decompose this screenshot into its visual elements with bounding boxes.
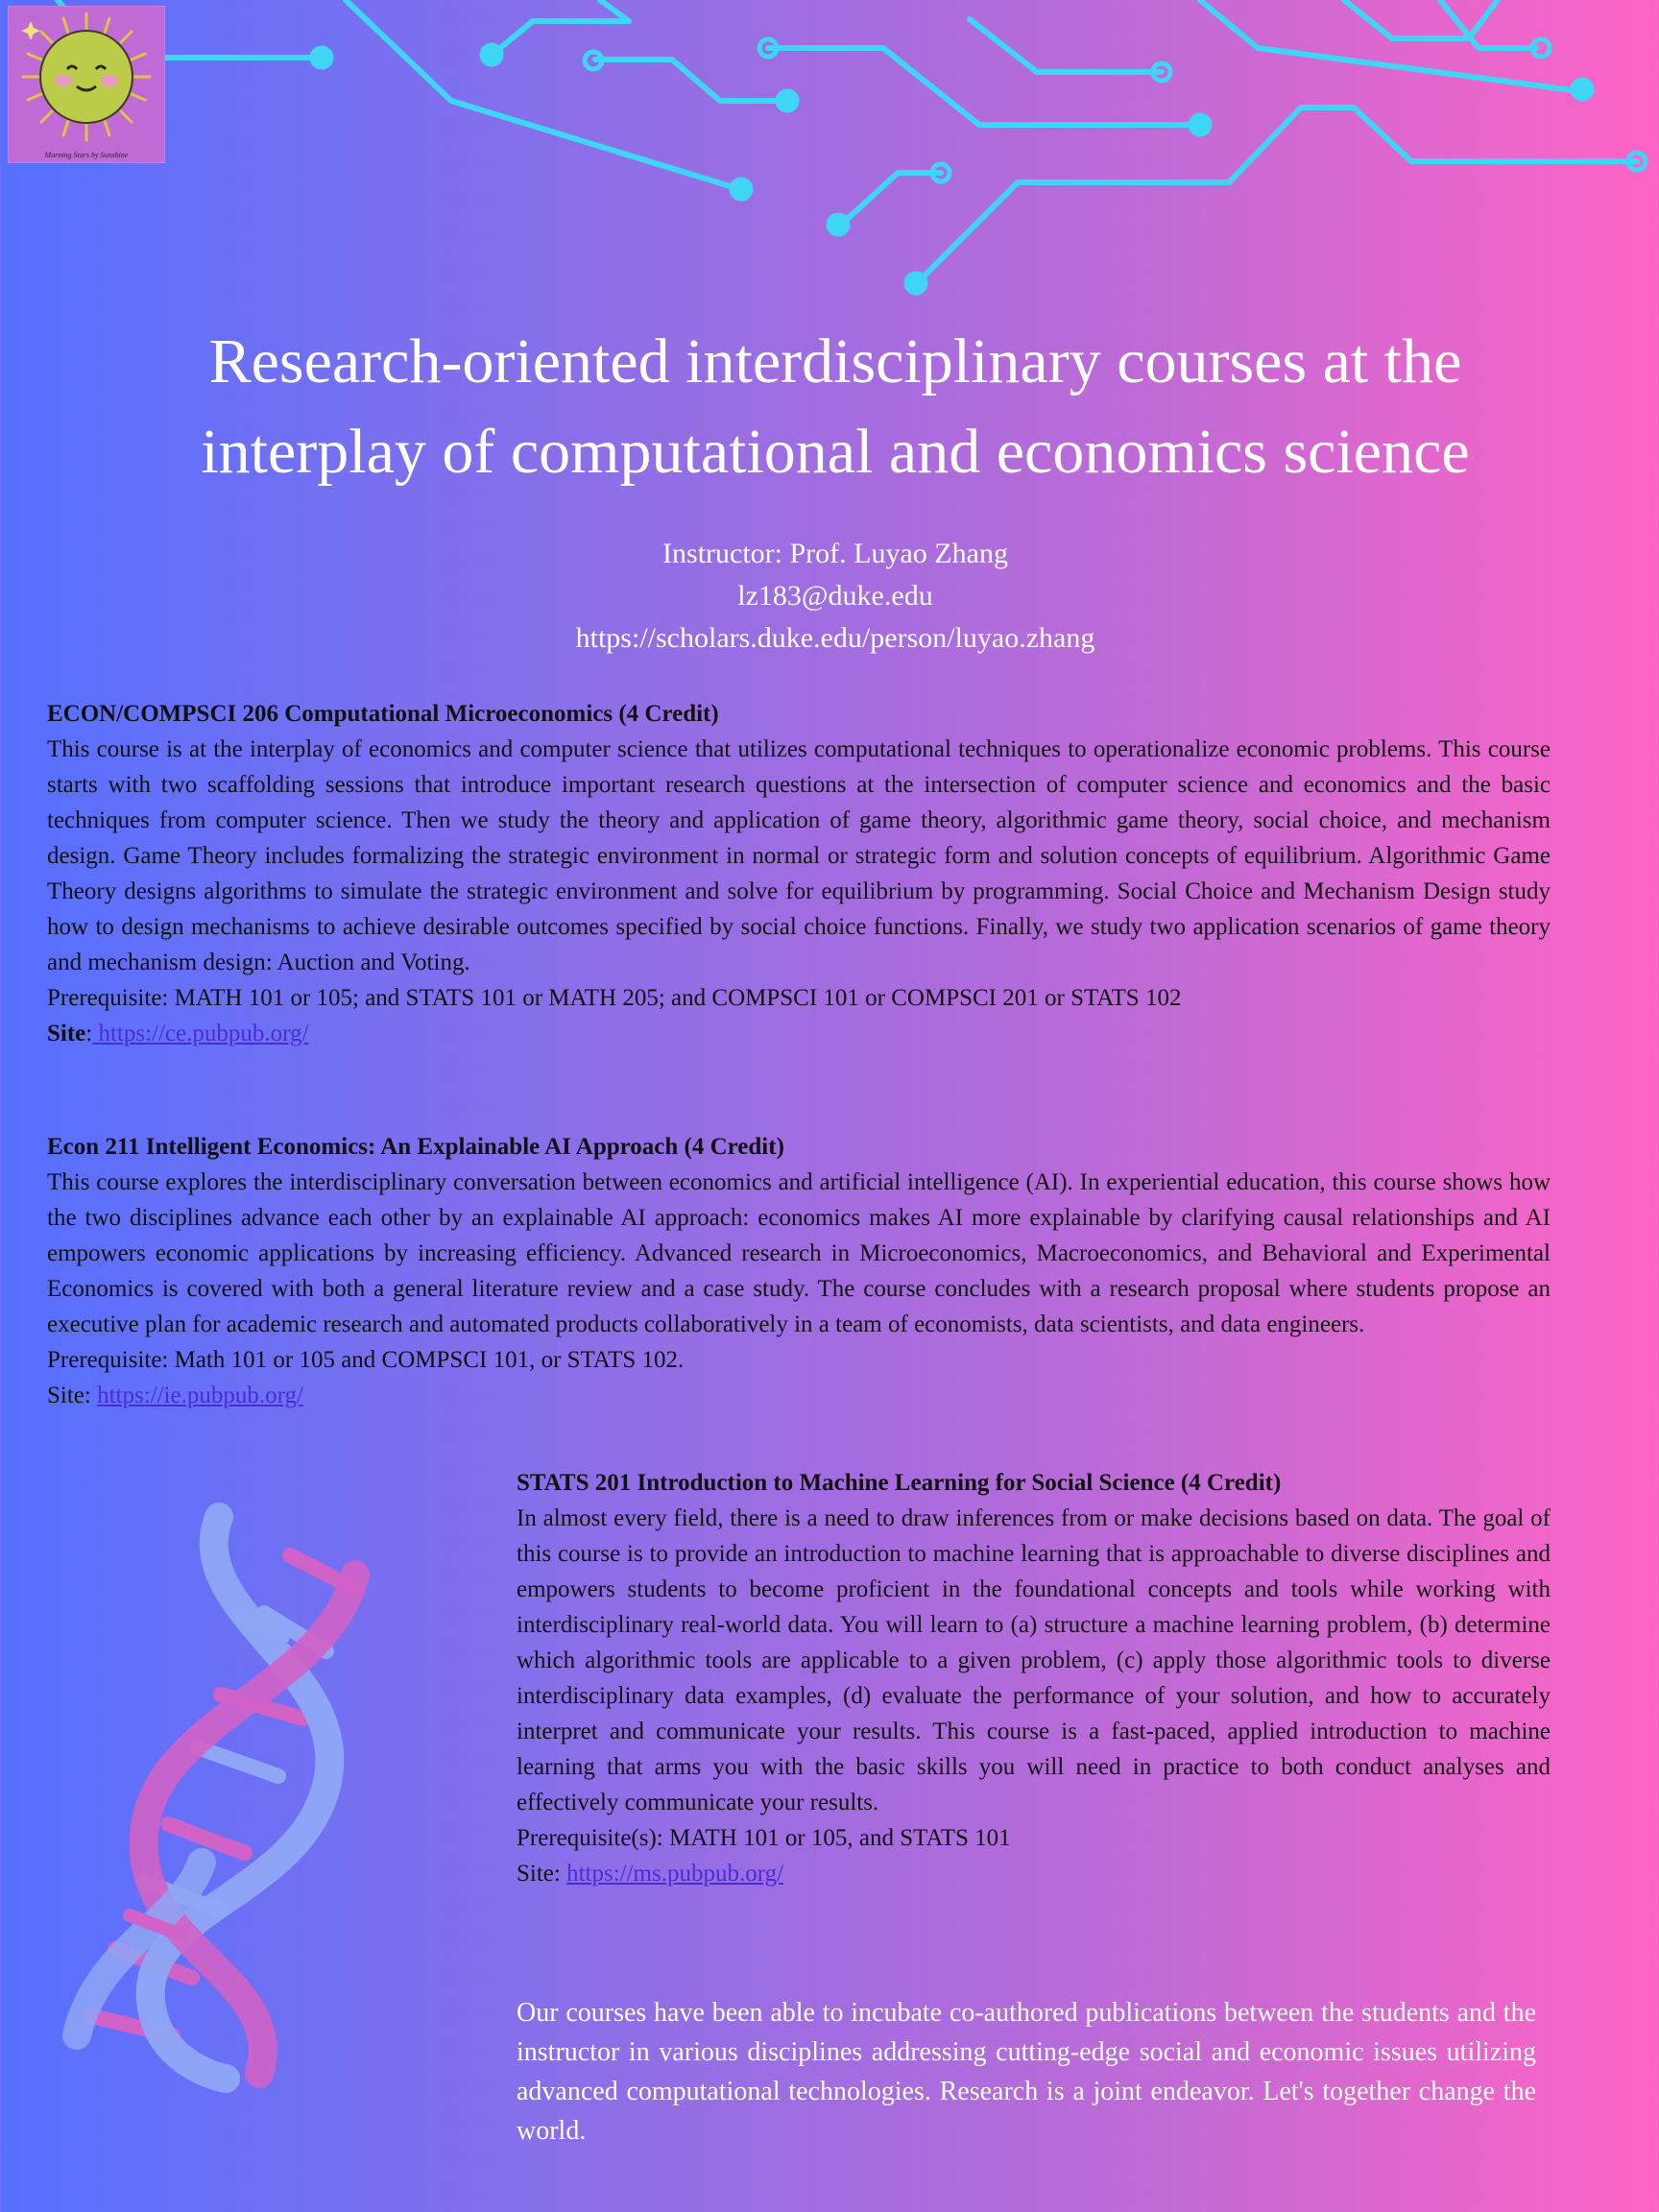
instructor-name: Instructor: Prof. Luyao Zhang [662, 538, 1008, 569]
course-site-row [517, 1856, 1551, 1891]
course-prerequisite: Prerequisite: Math 101 or 105 and COMPSCI 101, or STATS 102. [47, 1347, 685, 1373]
title-line-1: Research-oriented interdisciplinary courses at the [208, 326, 1462, 397]
site-link[interactable]: https://ie.pubpub.org/ [97, 1382, 303, 1408]
site-link[interactable]: https://ce.pubpub.org/ [92, 1021, 309, 1046]
course-title: STATS 201 Introduction to Machine Learning for Social Science (4 Credit) [517, 1470, 1282, 1496]
logo [8, 6, 165, 163]
course-econ-compsci-206 [47, 696, 1551, 1051]
course-title: ECON/COMPSCI 206 Computational Microeconomics (4 Credit) [47, 701, 719, 727]
site-label: Site: [517, 1861, 561, 1887]
instructor-profile-url: https://scholars.duke.edu/person/luyao.zhang [575, 622, 1095, 654]
course-description: In almost every field, there is a need to draw inferences from or make decisions based on data. The goal of this course is to provide an introduction to machine learning that is approachable to diverse disciplines and empowers students to become proficient in the foundational concepts and tools while working with interdisciplinary real-world data. You will learn to (a) structure a machine learning problem, (b) determine which algorithmic tools are applicable to a given problem, (c) apply those algorithmic tools to diverse interdisciplinary data examples, (d) evaluate the performance of your solution, and how to accurately interpret and communicate your results. This course is a fast-paced, applied introduction to machine learning that arms you with the basic skills you will need in practice to both conduct analyses and effectively communicate your results. [517, 1505, 1551, 1815]
contact-block [0, 533, 1659, 660]
course-econ-211 [47, 1129, 1551, 1413]
site-label: Site: [47, 1382, 91, 1408]
course-prerequisite: Prerequisite(s): MATH 101 or 105, and STATS 101 [517, 1825, 1011, 1851]
instructor-email: lz183@duke.edu [737, 580, 933, 612]
course-title: Econ 211 Intelligent Economics: An Explainable AI Approach (4 Credit) [47, 1134, 784, 1160]
dna-helix-icon [38, 1498, 442, 2093]
site-link[interactable]: https://ms.pubpub.org/ [566, 1861, 784, 1887]
page-title [115, 317, 1555, 497]
circuit-lines-icon [0, 0, 1659, 307]
closing-statement: Our courses have been able to incubate co-authored publications between the students and the instructor in various disciplines addressing cutting-edge social and economic issues utilizing advanced computational technologies. Research is a joint endeavor. Let's together change the world. [517, 1998, 1536, 2146]
sun-icon [8, 6, 165, 163]
course-site-row [47, 1378, 1551, 1413]
course-site-row: Site: https://ce.pubpub.org/ [47, 1021, 309, 1046]
course-prerequisite: Prerequisite: MATH 101 or 105; and STATS 101 or MATH 205; and COMPSCI 101 or COMPSCI 201 or STATS 102 [47, 985, 1182, 1011]
site-label: Site [47, 1021, 86, 1046]
course-description: This course explores the interdisciplinary conversation between economics and artificial intelligence (AI). In experiential education, this course shows how the two disciplines advance each other by an explainable AI approach: economics makes AI more explainable by clarifying causal relationships and AI empowers economic applications by increasing efficiency. Advanced research in Microeconomics, Macroeconomics, and Behavioral and Experimental Economics is covered with both a general literature review and a case study. The course concludes with a research proposal where students propose an executive plan for academic research and automated products collaboratively in a team of economists, data scientists, and data engineers. [47, 1169, 1551, 1337]
course-description: This course is at the interplay of economics and computer science that utilizes computational techniques to operationalize economic problems. This course starts with two scaffolding sessions that introduce important research questions at the intersection of computer science and economics and the basic techniques from computer science. Then we study the theory and application of game theory, algorithmic game theory, social choice, and mechanism design. Game Theory includes formalizing the strategic environment in normal or strategic form and solution concepts of equilibrium. Algorithmic Game Theory designs algorithms to simulate the strategic environment and solve for equilibrium by programming. Social Choice and Mechanism Design study how to design mechanisms to achieve desirable outcomes specified by social choice functions. Finally, we study two application scenarios of game theory and mechanism design: Auction and Voting. [47, 736, 1551, 975]
logo-caption: Morning Stars by Sunshine [44, 151, 129, 159]
title-line-2: interplay of computational and economics science [201, 417, 1470, 487]
course-stats-201 [517, 1465, 1551, 1891]
